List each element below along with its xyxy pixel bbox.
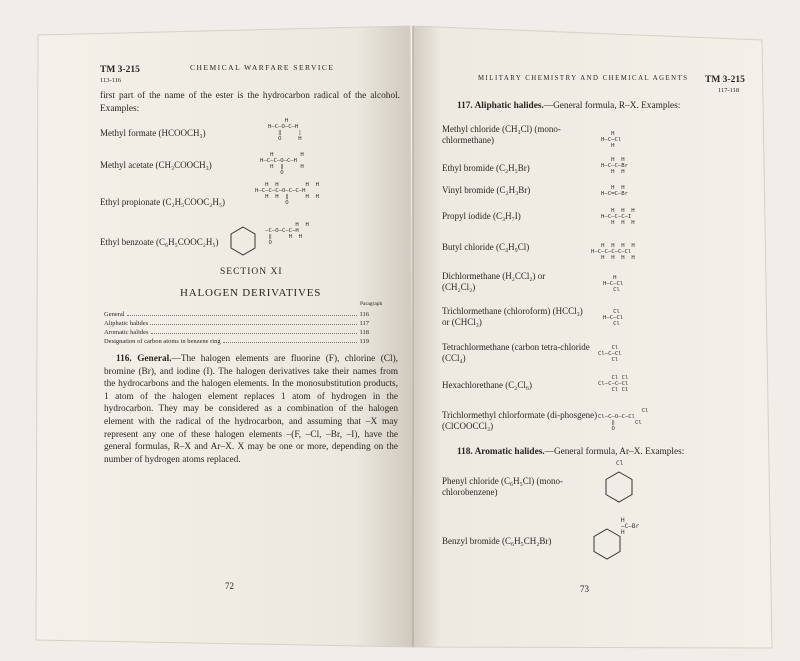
- aliphatic-name-6: Trichlormethane (chloroform) (HCCl₃) or (CHCl₃): [442, 306, 583, 327]
- aliphatic-name-0: Methyl chloride (CH₃Cl) (mono-chlormethane): [442, 124, 561, 145]
- toc-para: 116: [359, 311, 369, 318]
- section-title: HALOGEN DERIVATIVES: [180, 287, 322, 299]
- aliphatic-name-1: Ethyl bromide (C₂H₅Br): [442, 163, 530, 173]
- ester-name-3: Ethyl benzoate (C₆H₅COOC₂H₅): [100, 237, 219, 247]
- toc-label: Aromatic halides: [104, 329, 149, 336]
- left-intro-text: first part of the name of the ester is the hydrocarbon radical of the alcohol. Examples:: [100, 91, 400, 114]
- aliphatic-formula-5: H H—C—Cl Cl: [603, 275, 624, 293]
- ester-formula-1: H H H—C—C—O—C—H H ‖ H O: [260, 152, 304, 176]
- aliphatic-formula-4: H H H H H—C—C—C—C—Cl H H H H: [591, 243, 635, 261]
- aromatic-name-1: Benzyl bromide (C₆H₅CH₂Br): [442, 536, 552, 546]
- toc-paragraph-header: Paragraph: [360, 301, 383, 307]
- aliphatic-name-8: Hexachlorethane (C₂Cl₆): [442, 380, 532, 390]
- ester-formula-3: H H —C—O—C—C—H ‖ H H O: [265, 222, 309, 246]
- right-tm-code: TM 3-215: [705, 75, 745, 85]
- paragraph-116-body: —The halogen elements are fluorine (F), chlorine (Cl), bromine (Br), and iodine (I). The halogen derivatives take their names from the hydrocarbons and the halogen elements. In the monosubstitution products, 1 atom of the halogen element replaces 1 atom of hydrogen in the hydrocarbon. They may be considered as a combination of the halogen element with the radical of the hydrocarbon, and assuming that –X may represent any one of these halogen elements –(F, –Cl, –Br, –I), have the general formulas, R–X and Ar–X. X may be one or more, depending on the number of hydrogen atoms replaced.: [104, 354, 399, 465]
- paragraph-117-body: —General formula, R–X. Examples:: [543, 101, 681, 111]
- toc-row: [104, 320, 369, 327]
- left-page-number: 72: [225, 581, 234, 591]
- benzene-ring-icon: [228, 225, 258, 257]
- ester-name-1: Methyl acetate (CH₃COOCH₃): [100, 160, 212, 170]
- section-label: SECTION XI: [220, 267, 283, 277]
- paragraph-117-heading: 117. Aliphatic halides.: [457, 101, 544, 111]
- aliphatic-name-9: Trichlormethyl chlorformate (di-phosgene) (ClCOOCCl₃): [442, 410, 598, 431]
- paragraph-116: [104, 353, 398, 466]
- aliphatic-formula-0: H H—C—Cl H: [601, 131, 622, 149]
- aromatic-sub-0: Cl: [616, 460, 624, 467]
- aliphatic-formula-3: H H H H—C—C—C—I H H H: [601, 208, 635, 226]
- aliphatic-name-3: Propyl iodide (C₃H₇I): [442, 211, 521, 221]
- aliphatic-formula-8: Cl Cl Cl—C—C—Cl Cl Cl: [598, 375, 629, 393]
- aliphatic-formula-2: H H H—C═C—Br: [601, 185, 628, 197]
- left-para-range: 113-116: [100, 77, 122, 84]
- ester-formula-0: H H—C—O—C—H ‖ | O H: [268, 118, 302, 142]
- benzene-ring-icon: [591, 527, 623, 561]
- toc-row: [104, 338, 369, 345]
- aliphatic-formula-7: Cl Cl—C—Cl Cl: [598, 345, 622, 363]
- aliphatic-name-5: Dichlormethane (H₂CCl₂) or (CH₂Cl₂): [442, 271, 546, 292]
- paragraph-118: [457, 446, 762, 459]
- left-running-title: CHEMICAL WARFARE SERVICE: [190, 63, 335, 72]
- aliphatic-formula-6: Cl H—C—Cl Cl: [603, 309, 624, 327]
- toc-label: Aliphatic halides: [104, 320, 149, 327]
- aromatic-name-0: Phenyl chloride (C₆H₅Cl) (mono-chlorobenzene): [442, 476, 564, 497]
- paragraph-117: [457, 100, 757, 113]
- ester-formula-2: H H H H H—C—C—C—O—C—C—H H H ‖ H H O: [255, 182, 319, 206]
- right-running-title: MILITARY CHEMISTRY AND CHEMICAL AGENTS: [478, 75, 689, 82]
- toc-para: 118: [359, 329, 369, 336]
- right-para-range: 117-118: [718, 87, 740, 94]
- paragraph-118-heading: 118. Aromatic halides.: [457, 447, 545, 457]
- aliphatic-name-7: Tetrachlormethane (carbon tetra-chloride (CCl₄): [442, 342, 590, 363]
- toc-row: [104, 311, 369, 318]
- toc-label: Designation of carbon atoms in benzene ring: [104, 338, 221, 345]
- aliphatic-formula-9: Cl Cl—C—O—C—Cl ‖ Cl O: [598, 408, 649, 432]
- aliphatic-formula-1: H H H—C—C—Br H H: [601, 157, 628, 175]
- aliphatic-name-2: Vinyl bromide (C₂H₃Br): [442, 185, 531, 195]
- aliphatic-name-4: Butyl chloride (C₄H₉Cl): [442, 242, 530, 252]
- paragraph-116-heading: 116. General.: [116, 354, 172, 364]
- paragraph-118-body: —General formula, Ar–X. Examples:: [544, 447, 685, 457]
- aromatic-sub-1: H —C—Br H: [621, 517, 640, 536]
- toc-para: 117: [359, 320, 369, 327]
- ester-name-2: Ethyl propionate (C₂H₅COOC₂H₅): [100, 197, 226, 207]
- benzene-ring-icon: [603, 470, 635, 504]
- toc-label: General: [104, 311, 125, 318]
- right-page-number: 73: [580, 584, 589, 594]
- toc-row: [104, 329, 369, 336]
- left-page: [30, 0, 415, 661]
- right-page: [415, 0, 770, 661]
- left-tm-code: TM 3-215: [100, 65, 140, 75]
- ester-name-0: Methyl formate (HCOOCH₃): [100, 128, 206, 138]
- toc-para: 119: [359, 338, 369, 345]
